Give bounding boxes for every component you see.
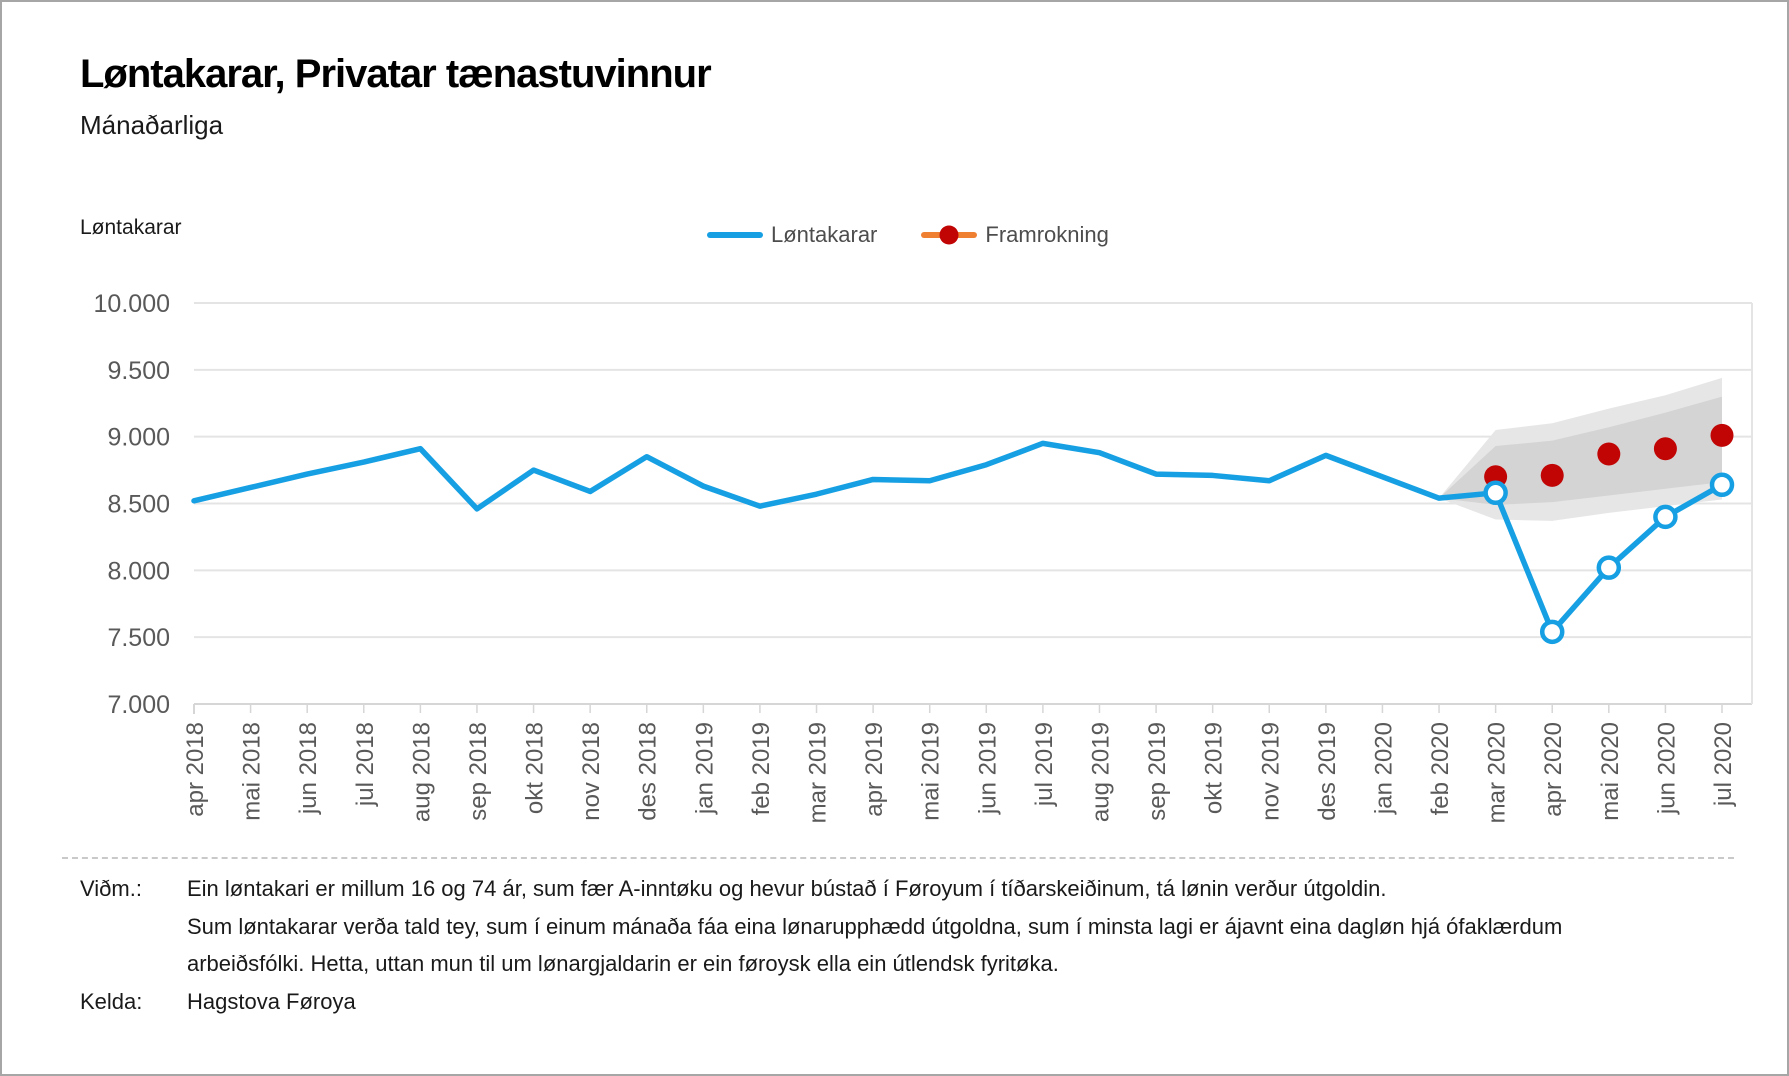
y-axis-tick-label: 7.000 xyxy=(107,691,170,719)
x-axis-tick-label: jul 2018 xyxy=(351,722,379,807)
legend-item-framrokning[interactable] xyxy=(921,222,1108,248)
y-axis-tick-label: 9.000 xyxy=(107,423,170,452)
x-axis-tick-label: apr 2018 xyxy=(182,722,209,817)
series-point-open[interactable] xyxy=(1712,475,1732,495)
x-axis-tick-label: nov 2018 xyxy=(578,722,606,821)
source-label: Kelda: xyxy=(80,988,143,1014)
x-axis-tick-label: jun 2018 xyxy=(295,722,323,815)
dot-line-icon xyxy=(921,232,977,238)
x-axis-tick-label: mar 2019 xyxy=(804,722,832,824)
y-axis-tick-label: 8.000 xyxy=(107,557,170,586)
forecast-point[interactable] xyxy=(1541,464,1564,487)
x-axis-tick-label: feb 2020 xyxy=(1427,722,1455,816)
series-point-open[interactable] xyxy=(1655,507,1675,527)
footnote-label: Viðm.: xyxy=(80,876,142,901)
x-axis-tick-label: mai 2019 xyxy=(917,721,945,821)
x-axis-tick-label: apr 2020 xyxy=(1540,722,1568,817)
forecast-point[interactable] xyxy=(1597,443,1620,466)
y-axis-unit-label: Løntakarar xyxy=(80,216,182,239)
x-axis-tick-label: sep 2018 xyxy=(464,722,492,821)
footer-notes xyxy=(80,870,1720,1020)
series-point-open[interactable] xyxy=(1486,483,1506,503)
x-axis-tick-label: mar 2020 xyxy=(1483,722,1511,824)
x-axis-tick-label: jan 2019 xyxy=(691,722,719,815)
x-axis-tick-label: jul 2020 xyxy=(1710,722,1737,807)
line-chart xyxy=(2,252,1789,872)
footnote-line: Ein løntakari er millum 16 og 74 ár, sum fær A-inntøku og hevur bústað í Føroyum í tíðarskeiðinum, tá lønin verður útgoldin. xyxy=(187,876,1387,901)
legend-label: Framrokning xyxy=(985,222,1109,247)
x-axis-tick-label: jan 2020 xyxy=(1370,722,1398,815)
series-point-open[interactable] xyxy=(1542,622,1562,642)
x-axis-tick-label: jul 2019 xyxy=(1030,722,1058,807)
legend-item-lontakarar[interactable] xyxy=(707,222,877,248)
chart-legend xyxy=(707,222,1109,248)
page-subtitle: Mánaðarliga xyxy=(80,110,224,140)
forecast-point[interactable] xyxy=(1654,437,1677,460)
series-point-open[interactable] xyxy=(1599,558,1619,578)
line-icon xyxy=(707,232,763,238)
y-axis-tick-label: 9.500 xyxy=(107,356,170,385)
x-axis-tick-label: feb 2019 xyxy=(747,722,775,816)
x-axis-tick-label: nov 2019 xyxy=(1257,722,1285,821)
y-axis-tick-label: 10.000 xyxy=(93,290,170,318)
x-axis-tick-label: okt 2019 xyxy=(1200,722,1228,815)
footnote-text xyxy=(187,870,1720,983)
footnote-line: Sum løntakarar verða tald tey, sum í einum mánaða fáa eina lønarupphædd útgoldna, sum í minsta lagi er ájavnt eina dagløn hjá ófaklærdum xyxy=(187,913,1563,939)
y-axis-tick-label: 7.500 xyxy=(107,624,170,653)
source-text: Hagstova Føroya xyxy=(187,988,356,1014)
x-axis-tick-label: aug 2018 xyxy=(408,722,436,823)
legend-label: Løntakarar xyxy=(771,222,878,247)
x-axis-tick-label: apr 2019 xyxy=(861,722,889,817)
forecast-point[interactable] xyxy=(1711,424,1734,447)
x-axis-tick-label: sep 2019 xyxy=(1144,722,1172,821)
footer-separator xyxy=(62,857,1734,859)
x-axis-tick-label: mai 2020 xyxy=(1596,722,1624,821)
x-axis-tick-label: des 2018 xyxy=(634,722,662,821)
x-axis-tick-label: okt 2018 xyxy=(521,722,549,815)
x-axis-tick-label: aug 2019 xyxy=(1087,722,1115,823)
x-axis-tick-label: mai 2018 xyxy=(238,722,266,821)
x-axis-tick-label: jun 2019 xyxy=(974,722,1002,815)
page-title: Løntakarar, Privatar tænastuvinnur xyxy=(80,52,711,96)
y-axis-tick-label: 8.500 xyxy=(107,490,170,519)
x-axis-tick-label: des 2019 xyxy=(1313,722,1341,821)
dot-icon xyxy=(940,226,959,245)
footnote-line: arbeiðsfólki. Hetta, uttan mun til um lønargjaldarin er ein føroysk ella ein útlendsk fyritøka. xyxy=(187,951,1059,976)
x-axis-tick-label: jun 2020 xyxy=(1653,722,1681,815)
